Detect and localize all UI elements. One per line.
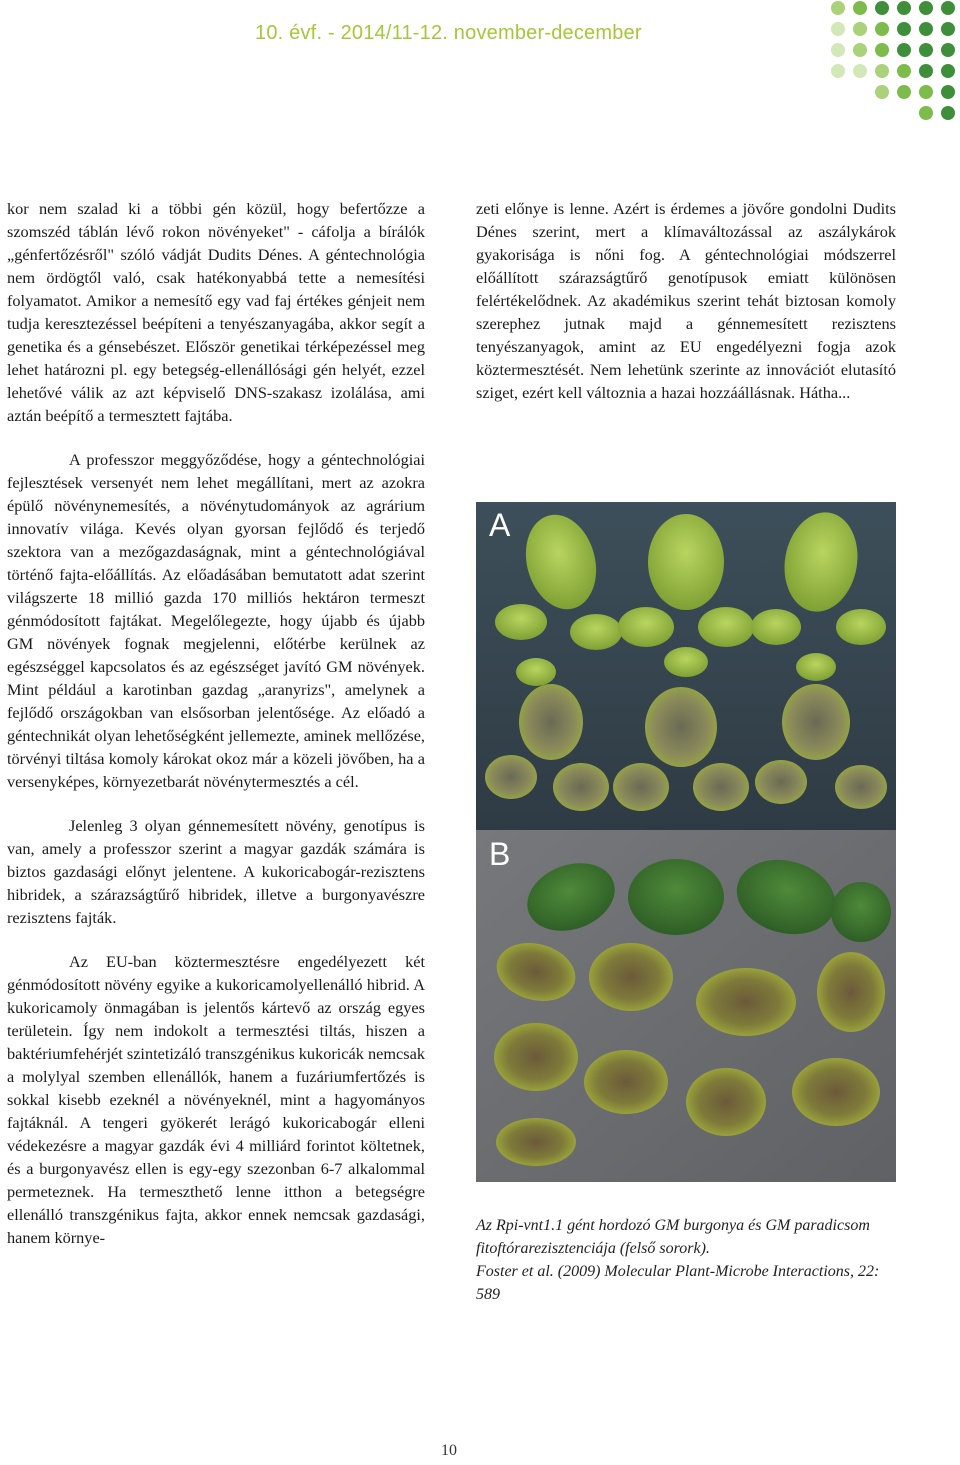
left-column	[7, 197, 425, 1270]
issue-header: 10. évf. - 2014/11-12. november-december	[255, 22, 642, 44]
page-number: 10	[441, 1442, 457, 1459]
decorative-dot	[853, 1, 867, 15]
decorative-dot	[941, 85, 955, 99]
right-column	[476, 197, 896, 425]
decorative-dot	[919, 22, 933, 36]
decorative-dot	[831, 64, 845, 78]
figure-caption	[476, 1214, 906, 1306]
decorative-dot	[941, 22, 955, 36]
photo-label-a: A	[489, 507, 511, 543]
right-paragraph-1: zeti előnye is lenne. Azért is érdemes a jövőre gondolni Dudits Dénes szerint, mert a klímaváltozással az aszálykárok gyakorisága is nőni fog. A géntechnológiai módszerrel előállított szárazságtűrő genotípusok emiatt különösen felértékelődnek. Az akadémikus szerint tehát biztosan komoly szerephez jutnak majd a génnemesített rezisztens tenyészanyagok, amint az EU engedélyezni fogja azok köztermesztését. Nem lehetünk szerinte az innovációt elutasító sziget, ezért kell változnia a hazai hozzáállásnak. Hátha...	[476, 199, 896, 402]
decorative-dot	[919, 43, 933, 57]
caption-line-2: Foster et al. (2009) Molecular Plant-Microbe Interactions, 22: 589	[476, 1263, 880, 1303]
decorative-dot	[941, 1, 955, 15]
decorative-dot	[919, 64, 933, 78]
decorative-dot	[853, 43, 867, 57]
photo-label-b: B	[489, 836, 511, 872]
decorative-dot	[831, 1, 845, 15]
caption-line-1: Az Rpi-vnt1.1 gént hordozó GM burgonya és GM paradicsom fitoftórarezisztenciája (felső sorork).	[476, 1217, 870, 1257]
decorative-dot	[831, 43, 845, 57]
decorative-dot	[919, 1, 933, 15]
decorative-dot	[897, 85, 911, 99]
decorative-dot	[853, 64, 867, 78]
decorative-dot	[897, 64, 911, 78]
decorative-dot	[941, 43, 955, 57]
left-paragraph-1: kor nem szalad ki a többi gén közül, hogy befertőzze a szomszéd táblán lévő rokon növényeket" - cáfolja a bírálók „génfertőzésről" szóló vádját Dudits Dénes. A géntechnológia nem ördögtől való, csak hatékonyabbá tette a nemesítési folyamatot. Amikor a nemesítő egy vad faj értékes génjeit nem tudja keresztezéssel beépíteni a tenyészanyagába, akkor segít a genetika és a génsebészet. Először genetikai térképezéssel meg lehet határozni pl. egy betegség-ellenállósági gén helyét, ezzel lehetővé válik az azt képviselő DNS-szakasz izolálása, ami aztán beépítő a termesztett fajtába.	[7, 199, 425, 425]
decorative-dot	[919, 85, 933, 99]
left-paragraph-2: A professzor meggyőződése, hogy a géntechnológiai fejlesztések versenyét nem lehet megállítani, mert az azokra épülő növénynemesítés, a növénytudományok az agrárium innovatív világa. Kevés olyan gyorsan fejlődő és terjedő szektora van a mezőgazdaságnak, mint a géntechnológiával történő fajta-előállítás. Az előadásában bemutatott adat szerint világszerte 18 millió gazda 170 milliós hektáron termeszt génmódosított fajtákat. Megelőlegezte, hogy újabb és újabb GM növények fognak megjelenni, előtérbe kerülnek az egészséggel kapcsolatos és az egészséget javító GM növények. Mint például a karotinban gazdag „aranyrizs", amelynek a fejlődő országokban van elsősorban jelentősége. Az előadó a géntechnikát olyan lehetőségként jellemezte, aminek mellőzése, törvényi tiltása komoly károkat okoz már a közeli jövőben, ha a versenyképes, környezetbarát növénytermesztés a cél.	[7, 450, 425, 791]
decorative-dot	[875, 22, 889, 36]
decorative-dot	[875, 1, 889, 15]
left-paragraph-3: Jelenleg 3 olyan génnemesített növény, genotípus is van, amely a professzor szerint a magyar gazdák számára is biztos gazdasági előnyt jelentene. A kukoricabogár-rezisztens hibridek, a szárazságtűrő hibridek, illetve a burgonyavészre rezisztens fajták.	[7, 816, 425, 927]
leaf-photo	[476, 502, 896, 1182]
decorative-dot	[875, 43, 889, 57]
decorative-dot	[853, 22, 867, 36]
decorative-dot	[831, 22, 845, 36]
decorative-dot-pattern	[828, 0, 960, 150]
decorative-dot	[875, 64, 889, 78]
decorative-dot	[919, 106, 933, 120]
decorative-dot	[941, 106, 955, 120]
decorative-dot	[875, 85, 889, 99]
decorative-dot	[897, 1, 911, 15]
left-paragraph-4: Az EU-ban köztermesztésre engedélyezett két génmódosított növény egyike a kukoricamolyellenálló hibrid. A kukoricamoly önmagában is jelentős kártevő az ország egyes területein. Így nem indokolt a termesztési tiltás, hiszen a baktériumfehérjét szintetizáló transzgénikus kukoricák nemcsak a molylyal szemben ellenállók, hanem a fuzáriumfertőzés is sokkal kisebb ezeknél a növényeknél, mint a hagyományos fajtáknál. A tengeri gyökerét lerágó kukoricabogár elleni védekezésre a magyar gazdák évi 4 milliárd forintot költetnek, és a burgonyavész ellen is egy-egy szezonban 6-7 alkalommal permeteznek. Ha termeszthető lenne itthon a betegségre ellenálló transzgénikus fajta, akkor ennek nemcsak gazdasági, hanem környe-	[7, 952, 425, 1247]
decorative-dot	[941, 64, 955, 78]
decorative-dot	[897, 43, 911, 57]
decorative-dot	[897, 22, 911, 36]
